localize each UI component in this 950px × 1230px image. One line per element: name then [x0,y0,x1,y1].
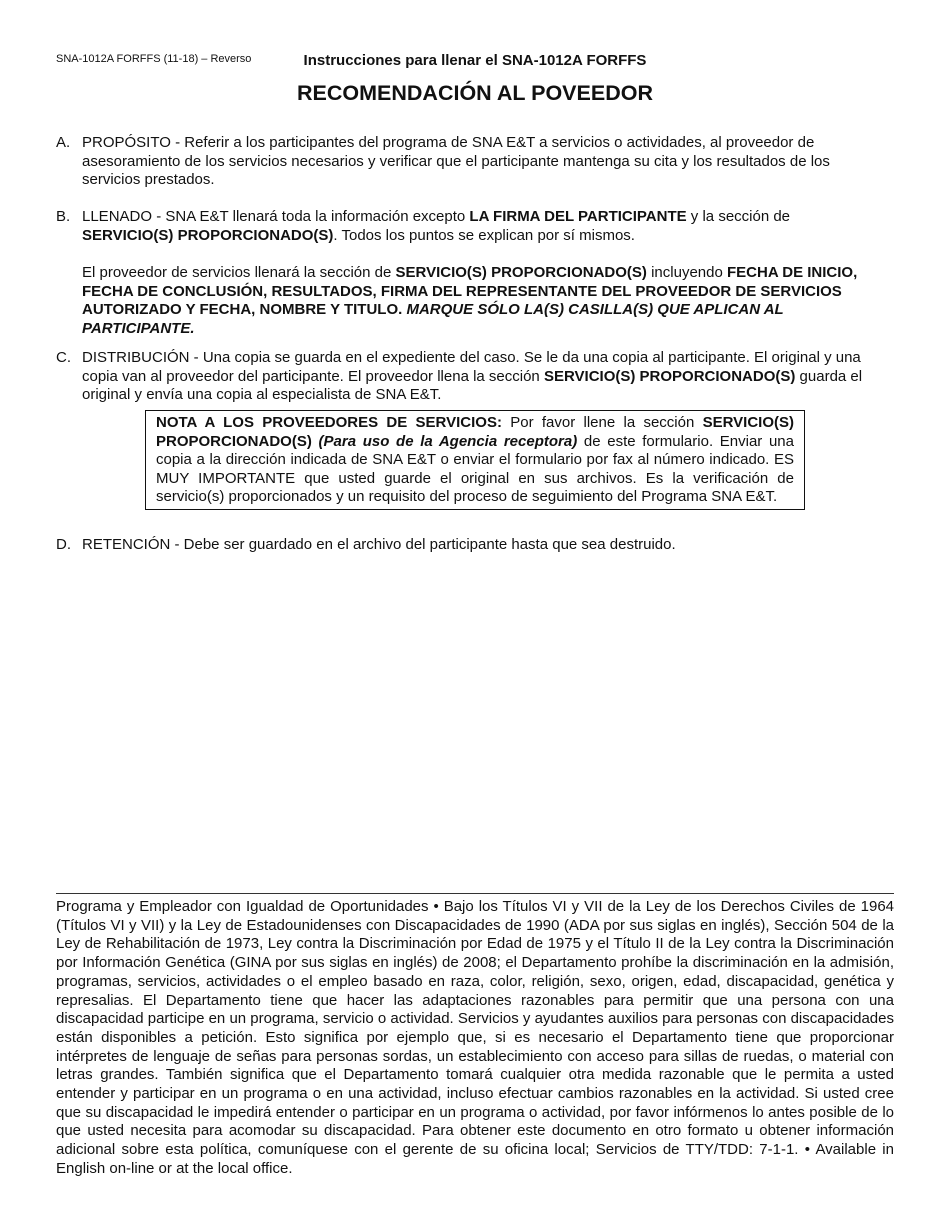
form-id: SNA-1012A FORFFS (11-18) – Reverso [56,53,252,65]
text-run: incluyendo [646,264,727,282]
section-letter: D. [56,536,71,553]
bold-run: SERVICIO(S) PROPORCIONADO(S) [156,414,795,450]
bold-run: SERVICIO(S) PROPORCIONADO(S) [82,226,334,244]
text-run: El proveedor de servicios llenará la sección de [82,264,396,282]
note-heading: NOTA A LOS PROVEEDORES DE SERVICIOS: [156,414,502,431]
bold-run: SERVICIO(S) PROPORCIONADO(S) [543,367,796,385]
footer-notice: Programa y Empleador con Igualdad de Oportunidades • Bajo los Títulos VI y VII de la Ley de los Derechos Civiles de 1964 (Títulos VI y VII) y la Ley de Estadounidenses con Discapacidades de 1990 (ADA por sus siglas en inglés), Sección 504 de la Ley de Rehabilitación de 1973, Ley contra la Discriminación por Edad de 1975 y el Título II de la Ley contra la Discriminación por Información Genética (GINA por sus siglas en inglés) de 2008; el Departamento prohíbe la discriminación en la admisión, programas, servicios, actividades o el empleo basado en raza, color, religión, sexo, origen, edad, discapacidad, genética y represalias. El Departamento tiene que hacer las adaptaciones razonables para permitir que una persona con una discapacidad participe en un programa, servicio o actividad. Servicios y ayudantes auxilios para personas con discapacidades están disponibles a petición. Esto significa por ejemplo que, si es necesario el Departamento tiene que proporcionar intérpretes de lenguaje de señas para personas sordas, un establecimiento con acceso para sillas de ruedas, o material con letras grandes. También significa que el Departamento tomará cualquier otra medida razonable que le permita a usted entender y participar en un programa o en una actividad, incluso efectuar cambios razonables en la actividad. Si usted cree que su discapacidad le impedirá entender o participar en un programa o actividad, por favor infórmenos lo antes posible de lo que usted necesita para acomodar su discapacidad. Para obtener este documento en otro formato u obtener información adicional sobre esta política, comuníquese con el gerente de su oficina local; Servicios de TTY/TDD: 7-1-1. • Available in English on-line or at the local office. [56,898,894,1177]
instructions-title-text: Instrucciones para llenar el SNA-1012A FORFFS [303,52,647,69]
section-b-paragraph-1 [82,208,876,245]
bold-italic-run: (Para uso de la Agencia receptora) [311,432,578,450]
footer-divider [56,893,894,894]
instructions-title [0,52,950,69]
section-letter: C. [56,349,71,366]
text-run: LLENADO - SNA E&T llenará toda la información excepto [82,208,470,225]
section-letter: B. [56,208,71,225]
bold-italic-run: MARQUE SÓLO LA(S) CASILLA(S) QUE APLICAN AL PARTICIPANTE. [82,301,784,337]
section-a [56,134,876,190]
bold-run: SERVICIO(S) PROPORCIONADO(S) [395,264,647,282]
section-letter: A. [56,134,71,151]
section-a-text: PROPÓSITO - Referir a los participantes del programa de SNA E&T a servicios o actividades, al proveedor de asesoramiento de los servicios necesarios y verificar que el participante mantenga su cita y los resultados de los servicios prestados. [82,134,830,189]
text-run: DISTRIBUCIÓN - Una copia se guarda en el expediente del caso. Se le da una copia al participante. El original y una copia van al proveedor del participante. El proveedor llena la sección [82,349,861,385]
section-b-paragraph-2 [82,264,876,338]
text-run: guarda el original y envía una copia al especialista de SNA E&T. [82,367,863,404]
text-run: y la sección de [686,208,791,225]
text-run: de este formulario. Enviar una copia a la dirección indicada de SNA E&T o enviar el formulario por fax al número indicado. ES MUY IMPORTANTE que usted guarde el original en sus archivos. Es la verificación de servicio(s) proporcionados y un requisito del proceso de seguimiento del Programa SNA E&T. [156,432,794,506]
section-d [56,536,876,555]
text-run: . Todos los puntos se explican por sí mismos. [333,226,635,244]
section-c [56,349,876,405]
section-b [56,208,876,339]
page-title: RECOMENDACIÓN AL POVEEDOR [297,81,653,105]
bold-run: FECHA DE INICIO, FECHA DE CONCLUSIÓN, RESULTADOS, FIRMA DEL REPRESENTANTE DEL PROVEEDOR DE SERVICIOS AUTORIZADO Y FECHA, NOMBRE Y TITULO. [82,264,858,319]
section-d-text: RETENCIÓN - Debe ser guardado en el archivo del participante hasta que sea destruido. [82,536,676,553]
bold-run: LA FIRMA DEL PARTICIPANTE [469,208,687,225]
providers-note-box [145,410,805,510]
section-c-text [82,349,876,405]
text-run: Por favor llene la sección [501,414,703,431]
